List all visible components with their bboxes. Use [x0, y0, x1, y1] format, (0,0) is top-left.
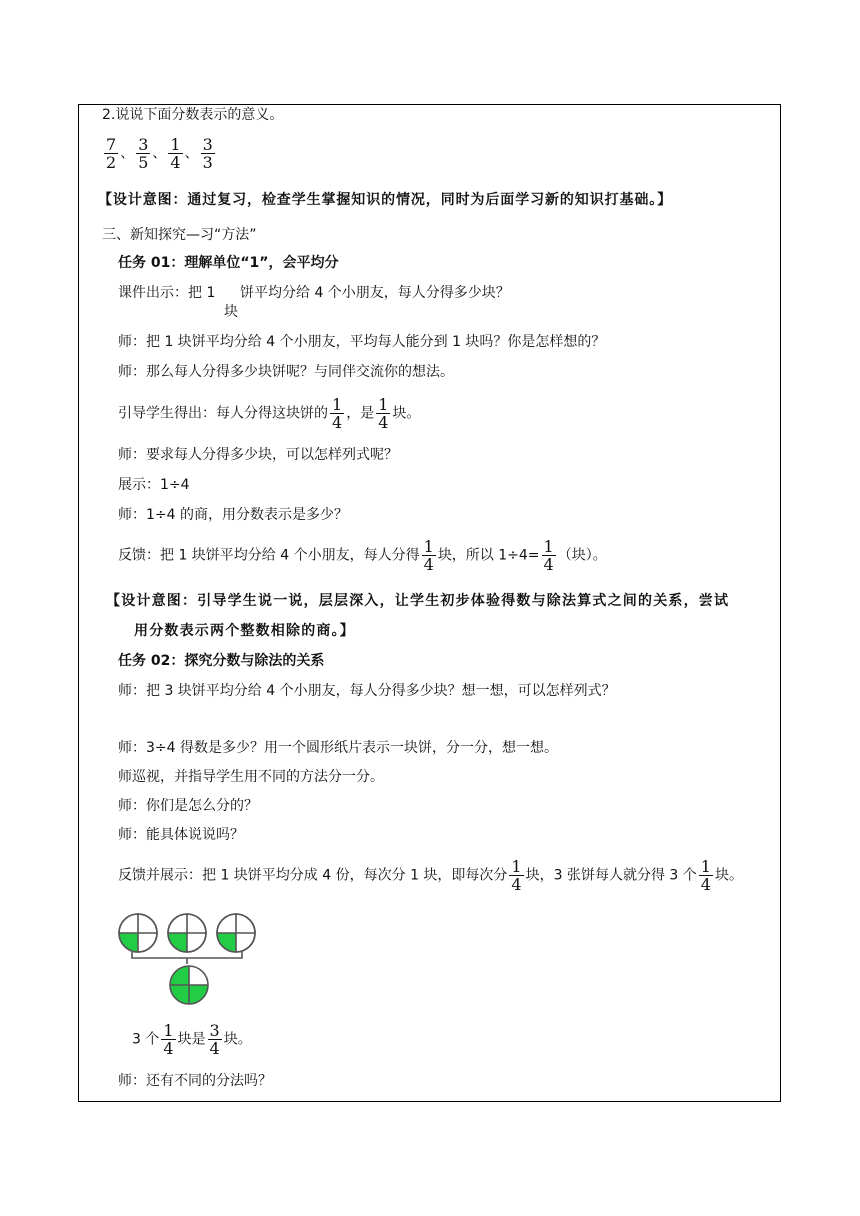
teacher-line: 师：3÷4 得数是多少？用一个圆形纸片表示一块饼，分一分，想一想。	[118, 740, 558, 756]
teacher-line: 师：能具体说说吗？	[118, 827, 244, 843]
feedback-line: 反馈：把 1 块饼平均分给 4 个小朋友，每人分得 $\frac{1}{4}$ 块，所以 1÷4= $\frac{1}{4}$ （块）。	[118, 537, 607, 574]
fraction: $\frac{1}{4}$	[543, 537, 554, 574]
design-note-2-line2: 用分数表示两个整数相除的商。】	[134, 623, 355, 639]
fraction: $\frac{1}{4}$	[423, 537, 434, 574]
pie-3	[217, 914, 255, 952]
courseware-unit: 块	[224, 304, 238, 320]
pie-2	[168, 914, 206, 952]
fraction: $\frac{1}{4}$	[332, 395, 343, 432]
feedback-line: 反馈并展示：把 1 块饼平均分成 4 份，每次分 1 块，即每次分 $\frac{1}{4}$ 块，3 张饼每人就分得 3 个 $\frac{1}{4}$ 块。	[118, 857, 743, 894]
fraction: $\frac{1}{4}$	[700, 857, 711, 894]
pie-combined	[170, 966, 208, 1004]
fraction: $\frac{3}{3}$	[202, 135, 213, 172]
fraction: $\frac{3}{5}$	[138, 135, 149, 172]
fraction: $\frac{1}{4}$	[163, 1021, 174, 1058]
design-note-1: 【设计意图：通过复习，检查学生掌握知识的情况，同时为后面学习新的知识打基础。】	[98, 192, 673, 208]
courseware-b: 饼平均分给 4 个小朋友，每人分得多少块？	[240, 285, 510, 301]
fraction: $\frac{1}{4}$	[170, 135, 181, 172]
fraction: $\frac{1}{4}$	[378, 395, 389, 432]
review-question: 2.说说下面分数表示的意义。	[102, 107, 284, 123]
teacher-line: 师巡视，并指导学生用不同的方法分一分。	[118, 769, 384, 785]
fraction: $\frac{7}{2}$	[106, 135, 117, 172]
teacher-line: 师：要求每人分得多少块，可以怎样列式呢？	[118, 447, 398, 463]
result-line: 3 个 $\frac{1}{4}$ 块是 $\frac{3}{4}$ 块。	[132, 1021, 252, 1058]
task1-title: 任务 01：理解单位“1”，会平均分	[118, 255, 339, 271]
fraction: $\frac{3}{4}$	[209, 1021, 220, 1058]
fraction: $\frac{1}{4}$	[511, 857, 522, 894]
teacher-line: 师：你们是怎么分的？	[118, 798, 258, 814]
grouping-bracket	[132, 952, 242, 958]
pie-1	[119, 914, 157, 952]
teacher-line: 师：把 3 块饼平均分给 4 个小朋友，每人分得多少块？想一想，可以怎样列式？	[118, 683, 616, 699]
teacher-line: 师：1÷4 的商，用分数表示是多少？	[118, 507, 348, 523]
teacher-line: 师：还有不同的分法吗？	[118, 1073, 272, 1089]
design-note-2-line1: 【设计意图：引导学生说一说，层层深入，让学生初步体验得数与除法算式之间的关系，尝试	[106, 593, 730, 609]
show-line: 展示：1÷4	[118, 477, 190, 493]
section-title: 三、新知探究—习“方法”	[102, 227, 257, 243]
fraction-list: $\frac{7}{2}$ 、 $\frac{3}{5}$ 、 $\frac{1}{4}$ 、 $\frac{3}{3}$	[106, 135, 213, 172]
teacher-line: 师：把 1 块饼平均分给 4 个小朋友，平均每人能分到 1 块吗？你是怎样想的？	[118, 334, 606, 350]
courseware-a: 课件出示：把 1	[118, 285, 216, 301]
task2-title: 任务 02：探究分数与除法的关系	[118, 653, 325, 669]
pie-quarters-diagram	[118, 912, 258, 1010]
teacher-line: 师：那么每人分得多少块饼呢？与同伴交流你的想法。	[118, 364, 454, 380]
guide-line: 引导学生得出：每人分得这块饼的 $\frac{1}{4}$ ，是 $\frac{1}{4}$ 块。	[118, 395, 421, 432]
